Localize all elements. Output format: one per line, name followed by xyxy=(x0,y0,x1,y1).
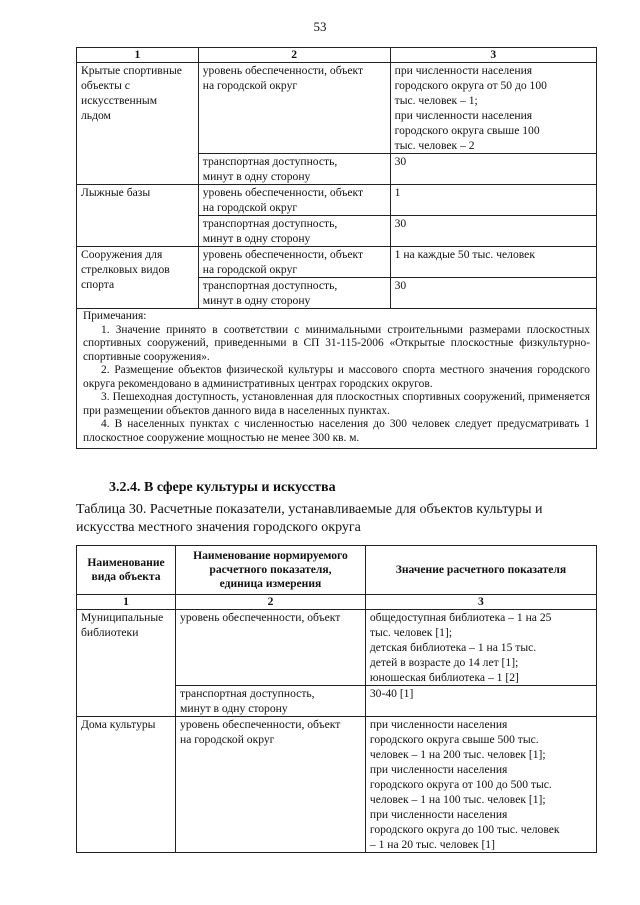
indicator-cell xyxy=(198,247,390,278)
text-line: при численности населения xyxy=(369,718,508,731)
text-line: Сооружения для xyxy=(81,248,163,261)
text-line: городского округа от 100 до 500 тыс. xyxy=(369,778,552,791)
indicator-cell xyxy=(198,216,390,247)
text-line: юношеская библиотека – 1 [2] xyxy=(369,671,519,684)
notes-row xyxy=(77,309,597,449)
text-line: уровень обеспеченности, объект xyxy=(180,611,341,624)
section-heading: 3.2.4. В сфере культуры и искусства xyxy=(109,480,336,495)
value-cell xyxy=(365,717,596,853)
indicator-cell xyxy=(176,610,366,686)
text-line: при численности населения xyxy=(369,808,508,821)
header-cell xyxy=(176,546,366,595)
column-number: 2 xyxy=(176,595,366,610)
table-caption: Таблица 30. Расчетные показатели, устанавливаемые для объектов культуры и искусства местного значения городского округа xyxy=(76,502,543,535)
column-number: 1 xyxy=(77,48,199,63)
header-cell xyxy=(77,546,176,595)
object-type-cell xyxy=(77,717,176,853)
header-cell xyxy=(365,546,596,595)
text-line: единица измерения xyxy=(219,577,322,590)
indicator-cell xyxy=(198,185,390,216)
column-number-row xyxy=(77,595,597,610)
value-cell xyxy=(390,247,596,278)
value-cell xyxy=(390,63,596,154)
text-line: Лыжные базы xyxy=(81,186,151,199)
text-line: льдом xyxy=(81,109,111,122)
value-cell xyxy=(390,154,596,185)
text-line: тыс. человек – 1; xyxy=(394,94,478,107)
text-line: минут в одну сторону xyxy=(202,294,311,307)
text-line: транспортная доступность, xyxy=(202,279,338,292)
text-line: спорта xyxy=(81,278,115,291)
text-line: – 1 на 20 тыс. человек [1] xyxy=(369,838,495,851)
value-cell xyxy=(365,610,596,686)
text-line: вида объекта xyxy=(91,570,161,583)
text-line: общедоступная библиотека – 1 на 25 xyxy=(369,611,552,624)
page-number: 53 xyxy=(313,19,327,34)
text-line: Значение расчетного показателя xyxy=(395,563,567,576)
object-type-cell xyxy=(77,247,199,309)
text-line: уровень обеспеченности, объект xyxy=(202,248,364,261)
text-line: объекты с xyxy=(81,79,130,92)
notes-title: Примечания: xyxy=(83,310,147,322)
text-line: Наименование нормируемого xyxy=(193,549,348,562)
notes-cell xyxy=(77,309,597,449)
text-line: детская библиотека – 1 на 15 тыс. xyxy=(369,641,537,654)
text-line: при численности населения xyxy=(394,64,533,77)
object-type-cell xyxy=(77,63,199,185)
text-line: расчетного показателя, xyxy=(209,563,332,576)
object-type-cell xyxy=(77,185,199,247)
text-line: при численности населения xyxy=(394,109,533,122)
text-line: человек – 1 на 100 тыс. человек [1]; xyxy=(369,793,546,806)
table-row xyxy=(77,610,597,686)
text-line: 30-40 [1] xyxy=(369,687,414,700)
culture-facilities-table xyxy=(76,545,597,853)
text-line: транспортная доступность, xyxy=(180,687,315,700)
table-row xyxy=(77,717,597,853)
column-number: 1 xyxy=(77,595,176,610)
text-line: минут в одну сторону xyxy=(202,170,311,183)
note-item: 4. В населенных пунктах с численностью населения до 300 человек следует предусматривать 1 плоскостное сооружение мощностью не менее 300 кв. м. xyxy=(83,418,590,444)
text-line: минут в одну сторону xyxy=(180,702,288,715)
text-line: 30 xyxy=(394,155,407,168)
text-line: на городской округ xyxy=(180,733,275,746)
text-line: на городской округ xyxy=(202,263,298,276)
text-line: тыс. человек – 2 xyxy=(394,139,475,152)
text-line: при численности населения xyxy=(369,763,508,776)
text-line: искусственным xyxy=(81,94,158,107)
text-line: стрелковых видов xyxy=(81,263,170,276)
indicator-cell xyxy=(198,63,390,154)
indicator-cell xyxy=(176,686,366,717)
text-line: Муниципальные xyxy=(81,611,164,624)
text-line: библиотеки xyxy=(81,626,139,639)
text-line: 30 xyxy=(394,279,407,292)
text-line: уровень обеспеченности, объект xyxy=(180,718,341,731)
value-cell xyxy=(390,278,596,309)
column-number: 3 xyxy=(390,48,596,63)
text-line: транспортная доступность, xyxy=(202,217,338,230)
text-line: городского округа до 100 тыс. человек xyxy=(369,823,560,836)
text-line: городского округа свыше 100 xyxy=(394,124,540,137)
text-line: 30 xyxy=(394,217,407,230)
note-item: 1. Значение принято в соответствии с минимальными строительными размерами плоскостных спортивных сооружений, приведенными в СП 31-115-2006 «Открытые плоскостные физкультурно-спортивные сооружения». xyxy=(83,323,590,363)
text-line: Наименование xyxy=(87,556,165,569)
text-line: Крытые спортивные xyxy=(81,64,182,77)
header-row xyxy=(77,546,597,595)
table-row xyxy=(77,185,597,216)
text-line: городского округа от 50 до 100 xyxy=(394,79,547,92)
text-line: Дома культуры xyxy=(81,718,156,731)
text-line: детей в возрасте до 14 лет [1]; xyxy=(369,656,519,669)
value-cell xyxy=(390,216,596,247)
note-item: 2. Размещение объектов физической культуры и массового спорта местного значения городского округа рекомендовано в административных центрах городских округов. xyxy=(83,364,590,390)
column-number-row xyxy=(77,48,597,63)
text-line: уровень обеспеченности, объект xyxy=(202,64,364,77)
indicator-cell xyxy=(198,154,390,185)
text-line: уровень обеспеченности, объект xyxy=(202,186,364,199)
indicator-cell xyxy=(198,278,390,309)
text-line: на городской округ xyxy=(202,79,298,92)
indicator-cell xyxy=(176,717,366,853)
text-line: человек – 1 на 200 тыс. человек [1]; xyxy=(369,748,546,761)
value-cell xyxy=(390,185,596,216)
text-line: 1 xyxy=(394,186,401,199)
value-cell xyxy=(365,686,596,717)
sports-facilities-table xyxy=(76,47,597,449)
note-item: 3. Пешеходная доступность, установленная для плоскостных спортивных сооружений, применяется при размещении объектов данного вида в населенных пунктах. xyxy=(83,391,590,417)
table-row xyxy=(77,247,597,278)
text-line: городского округа свыше 500 тыс. xyxy=(369,733,539,746)
column-number: 3 xyxy=(365,595,596,610)
text-line: транспортная доступность, xyxy=(202,155,338,168)
column-number: 2 xyxy=(198,48,390,63)
table-row xyxy=(77,63,597,154)
object-type-cell xyxy=(77,610,176,717)
text-line: 1 на каждые 50 тыс. человек xyxy=(394,248,535,261)
text-line: на городской округ xyxy=(202,201,298,214)
text-line: тыс. человек [1]; xyxy=(369,626,453,639)
text-line: минут в одну сторону xyxy=(202,232,311,245)
